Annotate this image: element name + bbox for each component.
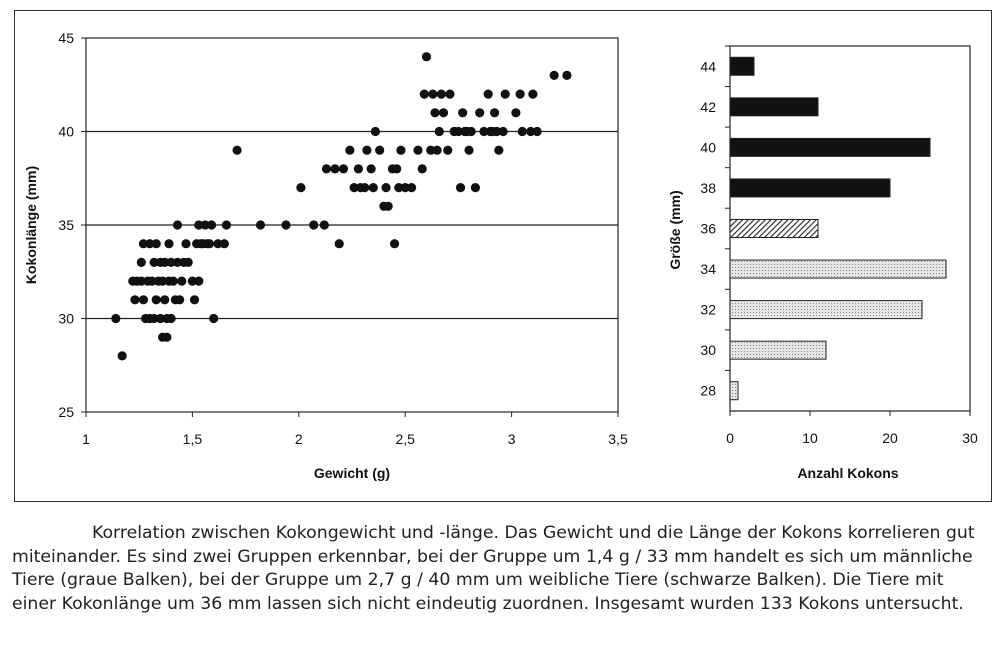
- scatter-point-50: [207, 220, 216, 229]
- scatter-point-61: [322, 164, 331, 173]
- scatter-point-80: [392, 164, 401, 173]
- bar-x-tick-label-0: 0: [726, 430, 734, 446]
- y-tick-label-45: 45: [58, 30, 74, 46]
- scatter-point-69: [360, 183, 369, 192]
- scatter-point-38: [181, 239, 190, 248]
- y-tick-label-30: 30: [58, 310, 74, 327]
- scatter-point-39: [184, 258, 193, 267]
- scatter-point-96: [443, 146, 452, 155]
- scatter-point-109: [484, 90, 493, 99]
- bar-x-tick-label-20: 20: [882, 430, 898, 446]
- scatter-point-87: [420, 90, 429, 99]
- bar-chart: [667, 46, 978, 481]
- bar-44: [730, 57, 754, 75]
- scatter-point-71: [367, 164, 376, 173]
- x-tick-label-4: 3: [507, 431, 516, 447]
- scatter-point-118: [516, 90, 525, 99]
- scatter-point-54: [222, 220, 231, 229]
- scatter-point-51: [209, 314, 218, 323]
- scatter-point-3: [130, 295, 139, 304]
- scatter-point-115: [498, 127, 507, 136]
- x-tick-label-0: 1: [82, 431, 90, 447]
- x-tick-label-2: 2: [294, 431, 303, 447]
- scatter-point-65: [345, 146, 354, 155]
- y-tick-label-40: 40: [58, 123, 74, 140]
- scatter-point-35: [175, 295, 184, 304]
- scatter-point-85: [413, 146, 422, 155]
- x-tick-label-5: 3,5: [608, 431, 628, 447]
- bar-28: [730, 382, 738, 400]
- scatter-point-116: [501, 90, 510, 99]
- scatter-point-122: [533, 127, 542, 136]
- scatter-point-25: [162, 333, 171, 342]
- scatter-point-74: [375, 146, 384, 155]
- scatter-point-1: [118, 351, 127, 360]
- scatter-point-44: [194, 277, 203, 286]
- scatter-point-107: [475, 108, 484, 117]
- scatter-point-55: [232, 146, 241, 155]
- scatter-point-76: [381, 183, 390, 192]
- bar-category-42: 42: [700, 98, 716, 115]
- scatter-point-90: [428, 90, 437, 99]
- scatter-point-36: [177, 277, 186, 286]
- bar-category-34: 34: [700, 261, 716, 278]
- bar-category-36: 36: [700, 220, 716, 237]
- scatter-chart: [23, 30, 628, 481]
- y-tick-label-25: 25: [58, 404, 74, 420]
- scatter-point-105: [467, 127, 476, 136]
- scatter-point-30: [167, 314, 176, 323]
- scatter-point-112: [490, 108, 499, 117]
- bar-category-32: 32: [700, 301, 716, 318]
- scatter-point-77: [384, 202, 393, 211]
- scatter-point-17: [152, 295, 161, 304]
- bar-category-30: 30: [700, 342, 716, 359]
- bar-x-ticks: [726, 411, 978, 446]
- scatter-point-34: [173, 220, 182, 229]
- bar-category-38: 38: [700, 179, 716, 196]
- scatter-point-62: [330, 164, 339, 173]
- scatter-point-58: [296, 183, 305, 192]
- scatter-point-100: [456, 183, 465, 192]
- scatter-point-60: [320, 220, 329, 229]
- scatter-point-24: [160, 295, 169, 304]
- scatter-point-8: [139, 295, 148, 304]
- scatter-y-ticks: [58, 30, 86, 420]
- bar-34: [730, 260, 946, 278]
- scatter-point-119: [518, 127, 527, 136]
- scatter-point-117: [511, 108, 520, 117]
- scatter-point-28: [164, 239, 173, 248]
- scatter-point-67: [354, 164, 363, 173]
- scatter-point-49: [205, 239, 214, 248]
- scatter-point-41: [190, 295, 199, 304]
- scatter-point-56: [256, 220, 265, 229]
- scatter-point-101: [458, 108, 467, 117]
- scatter-point-53: [220, 239, 229, 248]
- bar-40: [730, 138, 930, 156]
- figure-caption: Korrelation zwischen Kokongewicht und -länge. Das Gewicht und die Länge der Kokons korrelieren gut miteinander. Es sind zwei Gruppen erkennbar, bei der Gruppe um 1,4 g / 33 mm handelt es sich um männliche Tiere (graue Balken), bei der Gruppe um 2,7 g / 40 mm um weibliche Tiere (schwarze Balken). Die Tiere mit einer Kokonlänge um 36 mm lassen sich nicht eindeutig zuordnen. Insgesamt wurden 133 Kokons untersucht.: [12, 523, 975, 614]
- bar-36: [730, 220, 818, 238]
- scatter-point-64: [339, 164, 348, 173]
- bar-category-44: 44: [700, 58, 716, 75]
- scatter-point-92: [433, 146, 442, 155]
- scatter-point-73: [371, 127, 380, 136]
- bar-category-40: 40: [700, 139, 716, 156]
- scatter-point-123: [550, 71, 559, 80]
- scatter-y-axis-title: Kokonlänge (mm): [23, 165, 39, 285]
- scatter-point-95: [439, 108, 448, 117]
- scatter-point-31: [169, 277, 178, 286]
- bar-x-tick-label-10: 10: [802, 430, 818, 446]
- scatter-point-97: [445, 90, 454, 99]
- scatter-point-88: [422, 52, 431, 61]
- bar-32: [730, 301, 922, 319]
- scatter-point-57: [281, 220, 290, 229]
- scatter-point-82: [396, 146, 405, 155]
- bar-30: [730, 341, 826, 359]
- scatter-x-ticks: [82, 412, 628, 447]
- scatter-point-94: [437, 90, 446, 99]
- scatter-point-5: [137, 258, 146, 267]
- x-tick-label-3: 2,5: [395, 431, 415, 447]
- bar-x-axis-title: Anzahl Kokons: [797, 465, 899, 481]
- scatter-point-91: [430, 108, 439, 117]
- bar-category-labels: [700, 46, 730, 399]
- y-tick-label-35: 35: [58, 217, 74, 233]
- scatter-point-63: [335, 239, 344, 248]
- x-tick-label-1: 1,5: [182, 431, 203, 447]
- scatter-point-114: [494, 146, 503, 155]
- scatter-point-0: [111, 314, 120, 323]
- bar-x-tick-label-30: 30: [962, 430, 978, 446]
- bar-y-axis-title: Größe (mm): [667, 190, 683, 270]
- scatter-point-86: [418, 164, 427, 173]
- bar-category-28: 28: [700, 382, 716, 399]
- scatter-point-84: [407, 183, 416, 192]
- scatter-point-16: [152, 239, 161, 248]
- scatter-point-70: [362, 146, 371, 155]
- scatter-x-axis-title: Gewicht (g): [313, 465, 391, 481]
- scatter-point-104: [464, 146, 473, 155]
- scatter-point-121: [528, 90, 537, 99]
- scatter-point-106: [471, 183, 480, 192]
- scatter-point-59: [309, 220, 318, 229]
- scatter-point-72: [369, 183, 378, 192]
- bar-38: [730, 179, 890, 197]
- scatter-point-124: [562, 71, 571, 80]
- bar-42: [730, 98, 818, 116]
- scatter-point-93: [435, 127, 444, 136]
- scatter-point-79: [390, 239, 399, 248]
